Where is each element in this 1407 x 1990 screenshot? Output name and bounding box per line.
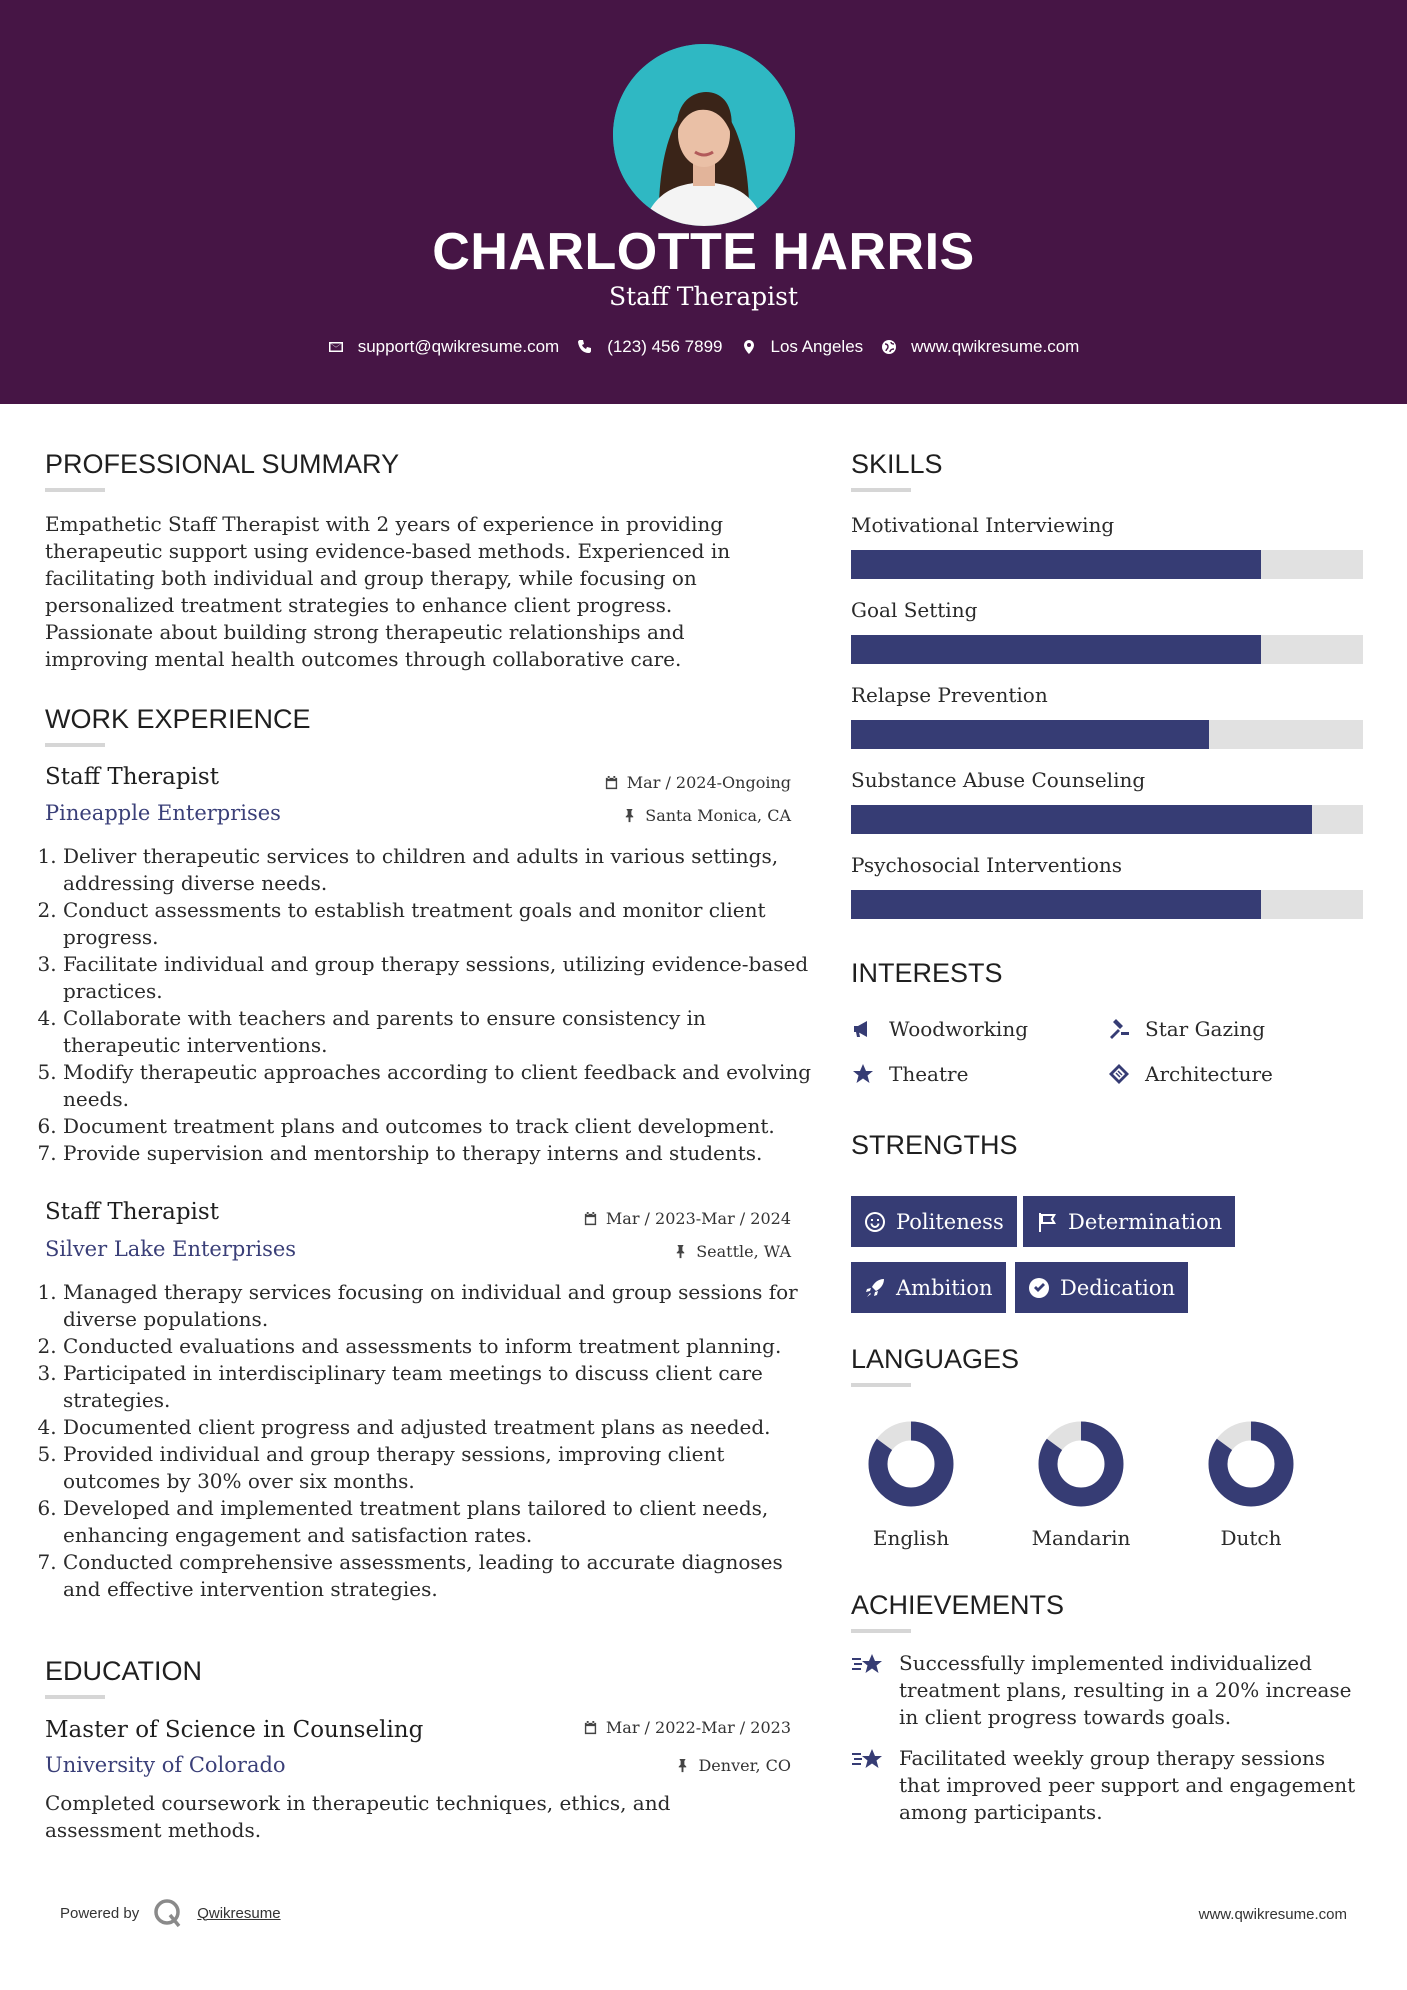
brand-link[interactable]: Qwikresume: [197, 1904, 281, 1922]
education-location: [675, 1756, 791, 1775]
duty-item: 4. Collaborate with teachers and parents to ensure consistency in therapeutic interventions.: [63, 1005, 813, 1059]
bullhorn-icon: [851, 1017, 875, 1041]
check-circle-icon: [1028, 1277, 1050, 1299]
job-location-text: Seattle, WA: [696, 1242, 791, 1261]
degree-title: Master of Science in Counseling: [45, 1717, 424, 1743]
interest-label: Woodworking: [889, 1017, 1029, 1041]
language-item: [851, 1420, 971, 1550]
contact-bar: [0, 337, 1407, 357]
job-title: Staff Therapist: [45, 764, 219, 790]
job-dates-text: Mar / 2023-Mar / 2024: [605, 1209, 791, 1228]
job-duties: [45, 843, 813, 1167]
skill-label: Goal Setting: [851, 598, 978, 622]
education-rule: [45, 1695, 105, 1699]
qwikresume-logo-icon: [153, 1898, 183, 1928]
duty-item: 6. Developed and implemented treatment plans tailored to client needs, enhancing engagement and satisfaction rates.: [63, 1495, 818, 1549]
ticket-icon: [1107, 1062, 1131, 1086]
duty-item: 4. Documented client progress and adjusted treatment plans as needed.: [63, 1414, 818, 1441]
languages-heading: LANGUAGES: [851, 1344, 1020, 1374]
job-location: [622, 806, 791, 825]
interest-item: [851, 1017, 1028, 1041]
phone-text: (123) 456 7899: [607, 337, 723, 356]
interest-label: Architecture: [1145, 1062, 1273, 1086]
achievement-item: [851, 1650, 1371, 1731]
skill-label: Substance Abuse Counseling: [851, 768, 1146, 792]
skill-label: Relapse Prevention: [851, 683, 1048, 707]
language-name: English: [872, 1526, 950, 1550]
candidate-name: CHARLOTTE HARRIS: [432, 223, 975, 281]
achievement-text: Facilitated weekly group therapy sessions that improved peer support and engagement among participants.: [899, 1746, 1356, 1824]
interest-item: [851, 1062, 968, 1086]
skill-bar-track: [851, 635, 1363, 664]
languages-rule: [851, 1383, 911, 1387]
calendar-icon: [583, 1720, 598, 1735]
duty-item: 6. Document treatment plans and outcomes to track client development.: [63, 1113, 813, 1140]
contact-website[interactable]: [881, 337, 1079, 357]
strengths-heading: STRENGTHS: [851, 1130, 1018, 1160]
duty-item: 5. Provided individual and group therapy sessions, improving client outcomes by 30% over six months.: [63, 1441, 818, 1495]
envelope-icon: [328, 339, 344, 355]
language-donut: [1037, 1420, 1125, 1508]
company-name: Pineapple Enterprises: [45, 801, 281, 825]
location-text: Los Angeles: [770, 337, 864, 356]
strength-badge: [1015, 1262, 1188, 1313]
profile-photo: [613, 44, 795, 226]
skill-bar-track: [851, 890, 1363, 919]
education-dates: [583, 1718, 791, 1737]
trophy-star-icon: [851, 1747, 885, 1775]
skill-bar-fill: [851, 635, 1261, 664]
strength-label: Ambition: [896, 1275, 993, 1300]
duty-item: 2. Conduct assessments to establish treatment goals and monitor client progress.: [63, 897, 813, 951]
contact-location: [741, 337, 864, 357]
summary-heading: PROFESSIONAL SUMMARY: [45, 449, 400, 479]
contact-phone[interactable]: [577, 337, 722, 357]
job-dates-text: Mar / 2024-Ongoing: [626, 773, 791, 792]
achievement-text: Successfully implemented individualized treatment plans, resulting in a 20% increase in client progress towards goals.: [899, 1651, 1352, 1729]
pin-icon: [622, 808, 637, 823]
contact-email[interactable]: [328, 337, 560, 357]
education-heading: EDUCATION: [45, 1656, 203, 1686]
skill-bar-fill: [851, 805, 1312, 834]
education-dates-text: Mar / 2022-Mar / 2023: [605, 1718, 791, 1737]
calendar-icon: [604, 775, 619, 790]
experience-rule: [45, 743, 105, 747]
star-icon: [851, 1062, 875, 1086]
job-title: Staff Therapist: [45, 1199, 219, 1225]
duty-item: 1. Managed therapy services focusing on individual and group sessions for diverse populations.: [63, 1279, 818, 1333]
achievements-heading: ACHIEVEMENTS: [851, 1590, 1065, 1620]
pin-icon: [673, 1244, 688, 1259]
job-duties: [45, 1279, 818, 1603]
job-dates: [604, 773, 791, 792]
skills-heading: SKILLS: [851, 449, 943, 479]
phone-icon: [577, 339, 593, 355]
gavel-icon: [1107, 1017, 1131, 1041]
skill-bar-track: [851, 550, 1363, 579]
profile-portrait: [613, 44, 795, 226]
smile-icon: [864, 1211, 886, 1233]
powered-by-text: Powered by: [60, 1904, 140, 1922]
experience-heading: WORK EXPERIENCE: [45, 704, 311, 734]
summary-rule: [45, 488, 105, 492]
map-marker-icon: [741, 339, 757, 355]
duty-item: 3. Facilitate individual and group therapy sessions, utilizing evidence-based practices.: [63, 951, 813, 1005]
duty-item: 7. Conducted comprehensive assessments, leading to accurate diagnoses and effective intervention strategies.: [63, 1549, 818, 1603]
job-dates: [583, 1209, 791, 1228]
strength-badge: [1023, 1196, 1235, 1247]
language-name: Dutch: [1220, 1526, 1282, 1550]
duty-item: 1. Deliver therapeutic services to children and adults in various settings, addressing diverse needs.: [63, 843, 813, 897]
strength-badge: [851, 1262, 1006, 1313]
calendar-icon: [583, 1211, 598, 1226]
job-location-text: Santa Monica, CA: [645, 806, 791, 825]
candidate-title: Staff Therapist: [608, 282, 799, 311]
duty-item: 3. Participated in interdisciplinary team meetings to discuss client care strategies.: [63, 1360, 818, 1414]
education-location-text: Denver, CO: [698, 1756, 791, 1775]
achievement-item: [851, 1745, 1371, 1826]
language-name: Mandarin: [1031, 1526, 1131, 1550]
interest-item: [1107, 1062, 1273, 1086]
duty-item: 2. Conducted evaluations and assessments to inform treatment planning.: [63, 1333, 818, 1360]
language-donut: [1207, 1420, 1295, 1508]
skill-bar-fill: [851, 550, 1261, 579]
achievements-rule: [851, 1629, 911, 1633]
job-location: [673, 1242, 791, 1261]
globe-icon: [881, 339, 897, 355]
company-name: Silver Lake Enterprises: [45, 1237, 297, 1261]
strength-label: Determination: [1068, 1209, 1223, 1234]
duty-item: 7. Provide supervision and mentorship to therapy interns and students.: [63, 1140, 813, 1167]
website-text: www.qwikresume.com: [911, 337, 1080, 356]
interests-heading: INTERESTS: [851, 958, 1003, 988]
resume-header: [0, 0, 1407, 404]
rocket-icon: [864, 1277, 886, 1299]
footer-website[interactable]: www.qwikresume.com: [1198, 1906, 1347, 1923]
duty-item: 5. Modify therapeutic approaches according to client feedback and evolving needs.: [63, 1059, 813, 1113]
strength-label: Dedication: [1060, 1275, 1176, 1300]
skill-label: Motivational Interviewing: [851, 513, 1115, 537]
skill-bar-fill: [851, 890, 1261, 919]
strength-badge: [851, 1196, 1017, 1247]
language-item: [1191, 1420, 1311, 1550]
flag-icon: [1036, 1211, 1058, 1233]
skill-bar-fill: [851, 720, 1209, 749]
trophy-star-icon: [851, 1652, 885, 1680]
education-description: Completed coursework in therapeutic techniques, ethics, and assessment methods.: [45, 1791, 671, 1842]
language-item: [1021, 1420, 1141, 1550]
interest-item: [1107, 1017, 1265, 1041]
footer-powered-by: [60, 1898, 281, 1928]
strength-label: Politeness: [896, 1209, 1004, 1234]
email-text: support@qwikresume.com: [357, 337, 560, 356]
skills-rule: [851, 488, 911, 492]
summary-text: Empathetic Staff Therapist with 2 years of experience in providing therapeutic support using evidence-based methods. Experienced in facilitating both individual and group therapy, while focusing on personalized treatment strategies to enhance client progress. Passionate about building strong therapeutic relationships and improving mental health outcomes through collaborative care.: [45, 512, 731, 671]
skill-bar-track: [851, 805, 1363, 834]
language-donut: [867, 1420, 955, 1508]
school-name: University of Colorado: [45, 1753, 286, 1777]
skill-label: Psychosocial Interventions: [851, 853, 1123, 877]
interest-label: Theatre: [889, 1062, 969, 1086]
skill-bar-track: [851, 720, 1363, 749]
interest-label: Star Gazing: [1145, 1017, 1266, 1041]
pin-icon: [675, 1758, 690, 1773]
